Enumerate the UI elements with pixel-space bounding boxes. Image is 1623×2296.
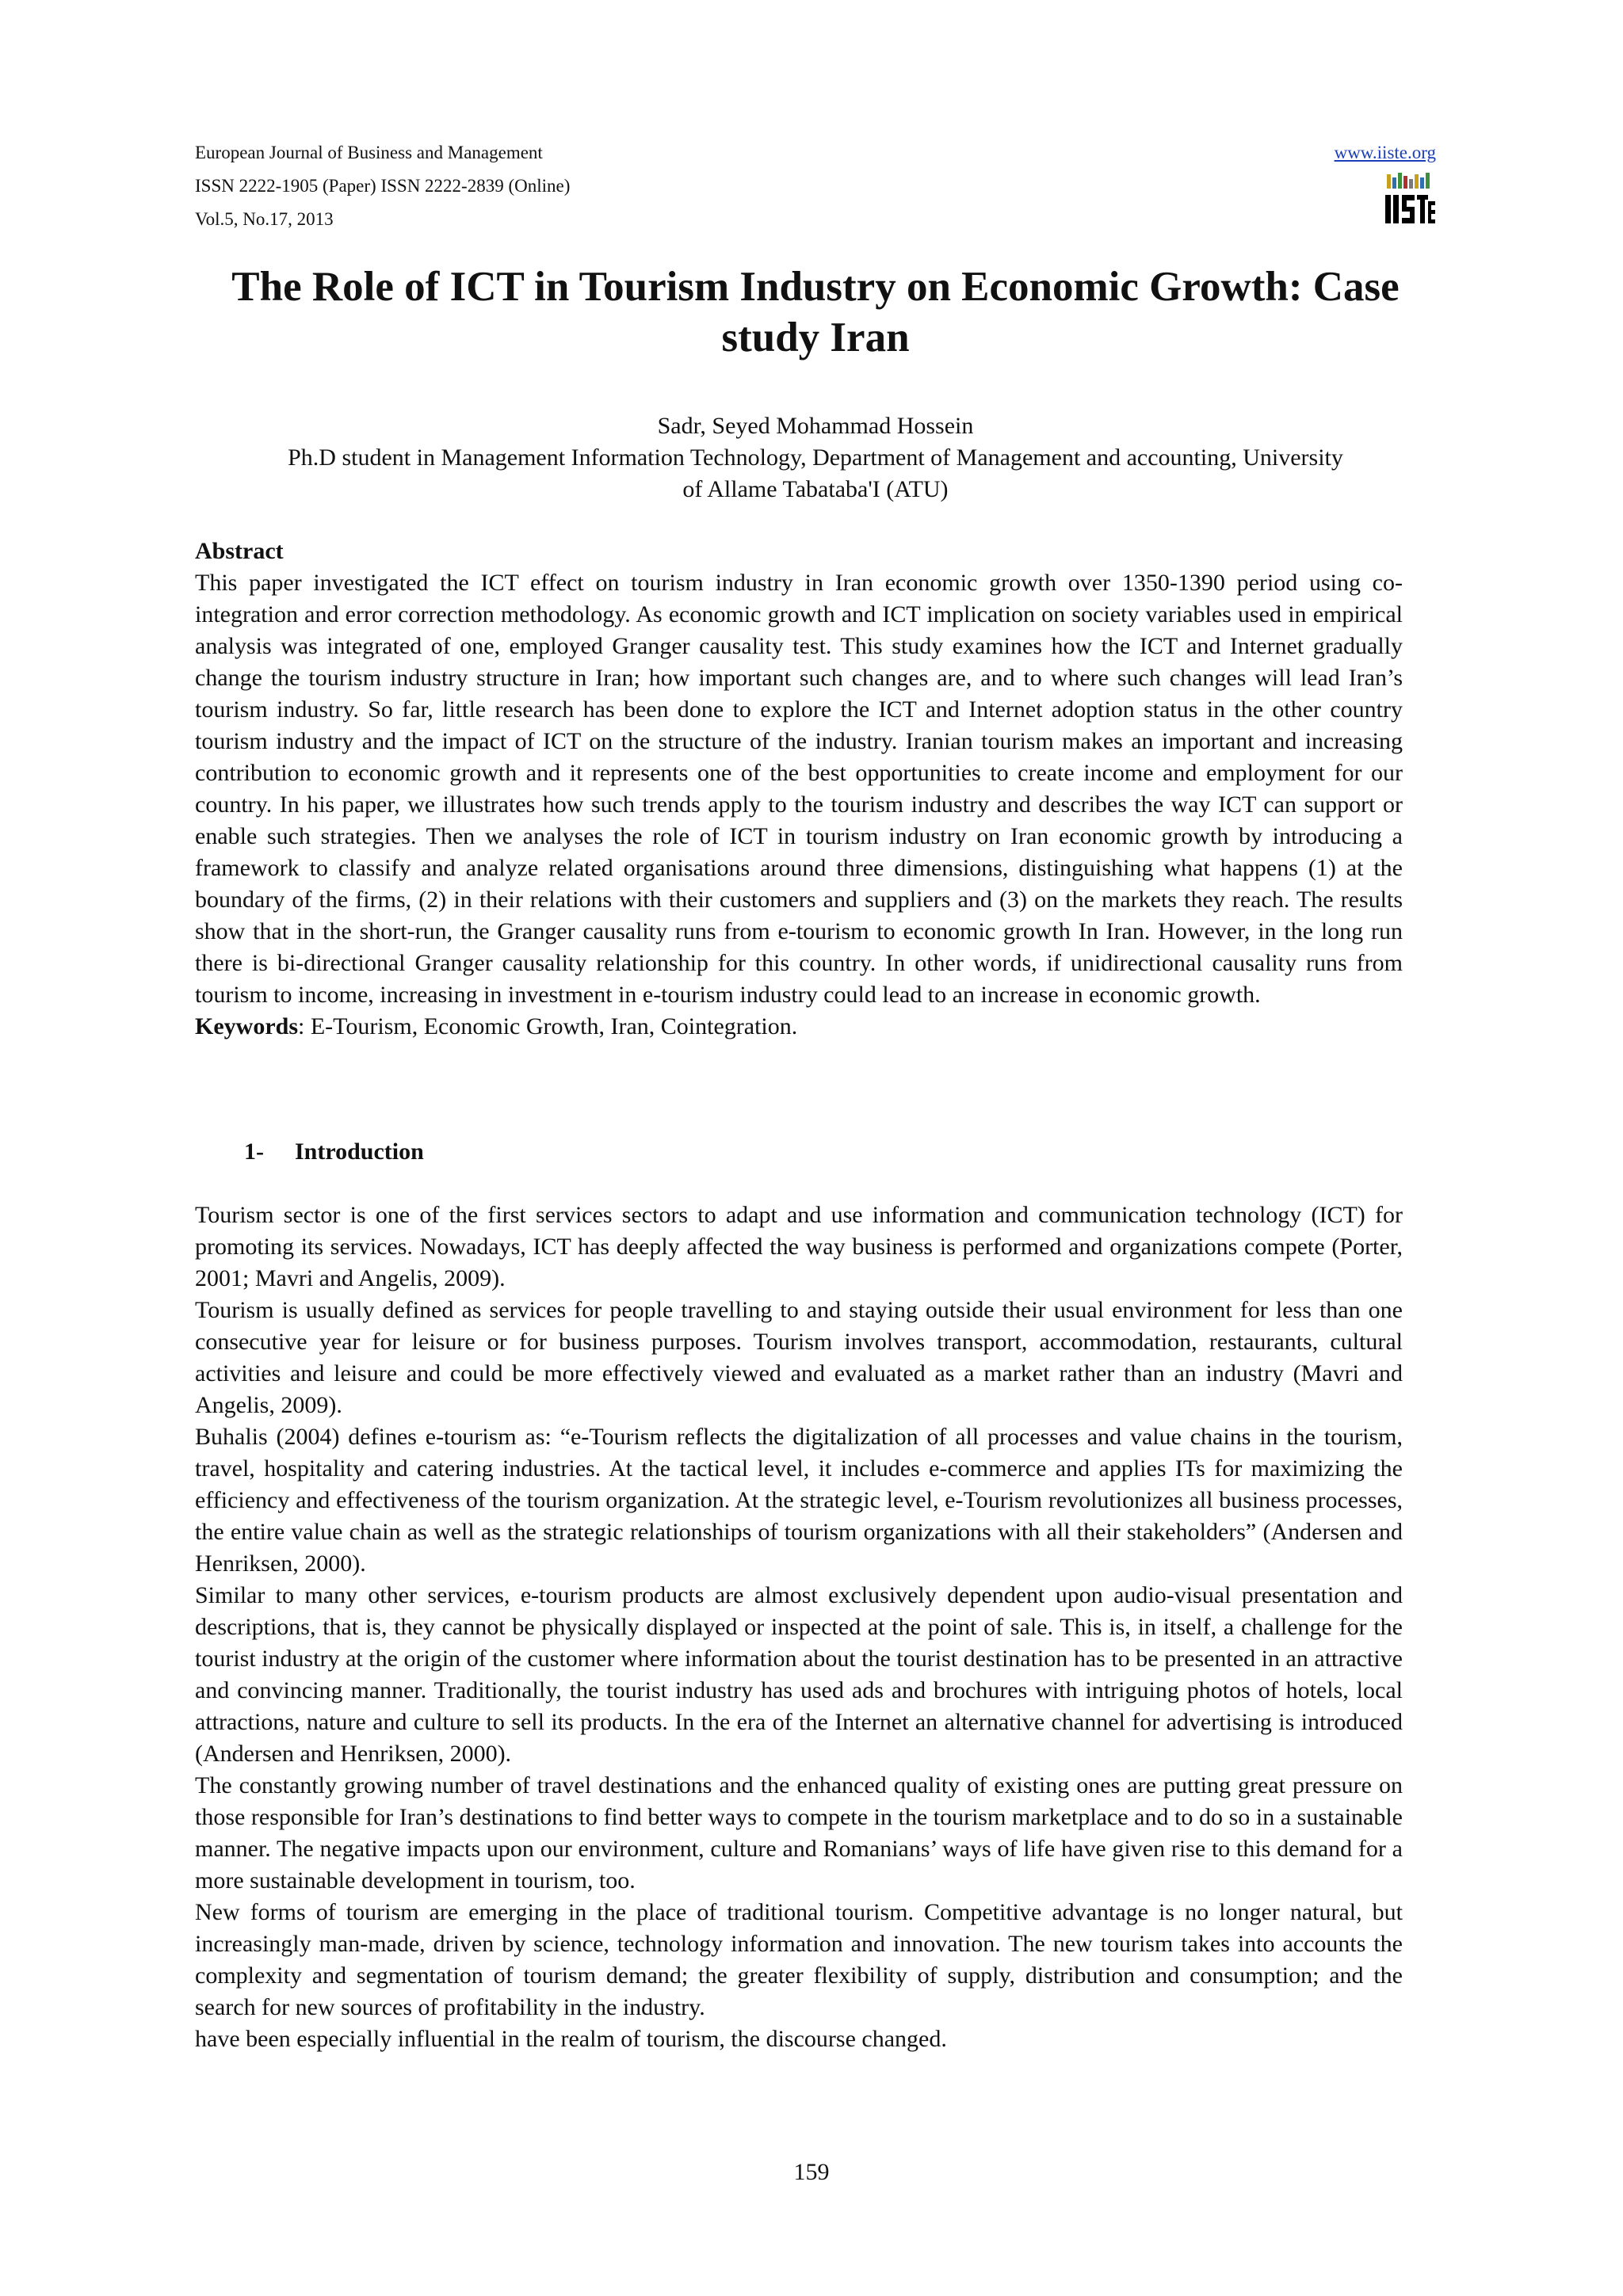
intro-paragraph: Buhalis (2004) defines e-tourism as: “e-Tourism reflects the digitalization of all processes and value chains in the tourism, travel, hospitality and catering industries. At the tactical level, it includes e-commerce and applies ITs for maximizing the efficiency and effectiveness of the tourism organization. At the strategic level, e-Tourism revolutionizes all business processes, the entire value chain as well as the strategic relationships of tourism organizations with all their stakeholders” (Andersen and Henriksen, 2000). [195,1424,1403,1577]
intro-paragraph: The constantly growing number of travel destinations and the enhanced quality of existing ones are putting great pressure on those responsible for Iran’s destinations to find better ways to compete in the tourism marketplace and to do so in a sustainable manner. The negative impacts upon our environment, culture and Romanians’ ways of life have given rise to this demand for a more sustainable development in tourism, too. [195,1772,1403,1894]
intro-paragraph: have been especially influential in the realm of tourism, the discourse changed. [195,2026,947,2052]
journal-issn: ISSN 2222-1905 (Paper) ISSN 2222-2839 (Online) [195,176,571,196]
abstract-text: This paper investigated the ICT effect on tourism industry in Iran economic growth over 1350-1390 period using co-integration and error correction methodology. As economic growth and ICT implication on society variables used in empirical analysis was integrated of one, employed Granger causality test. This study examines how the ICT and Internet gradually change the tourism industry structure in Iran; how important such changes are, and to where such changes will lead Iran’s tourism industry. So far, little research has been done to explore the ICT and Internet adoption status in the other country tourism industry and the impact of ICT on the structure of the industry. Iranian tourism makes an important and increasing contribution to economic growth and it represents one of the best opportunities to create income and employment for our country. In his paper, we illustrates how such trends apply to the tourism industry and describes the way ICT can support or enable such strategies. Then we analyses the role of ICT in tourism industry on Iran economic growth by introducing a framework to classify and analyze related organisations around three dimensions, distinguishing what happens (1) at the boundary of the firms, (2) in their relations with their customers and suppliers and (3) on the markets they reach. The results show that in the short-run, the Granger causality runs from e-tourism to economic growth In Iran. However, in the long run there is bi-directional Granger causality relationship for this country. In other words, if unidirectional causality runs from tourism to income, increasing in investment in e-tourism industry could lead to an increase in economic growth. [195,570,1403,1008]
section-heading-introduction [244,1136,424,1168]
journal-volume: Vol.5, No.17, 2013 [195,209,334,229]
journal-header [195,136,1436,231]
author-affiliation-line2: of Allame Tabataba'I (ATU) [682,476,949,502]
author-name: Sadr, Seyed Mohammad Hossein [657,413,974,439]
keywords [195,1011,1403,1043]
author-affiliation-line1: Ph.D student in Management Information Technology, Department of Management and accounting, University [288,444,1343,471]
journal-name: European Journal of Business and Management [195,143,543,162]
paper-title: The Role of ICT in Tourism Industry on Economic Growth: Case study Iran [231,264,1400,360]
intro-paragraph: Tourism is usually defined as services for people travelling to and staying outside their usual environment for less than one consecutive year for leisure or for business purposes. Tourism involves transport, accommodation, restaurants, cultural activities and leisure and could be more effectively viewed and evaluated as a market rather than an industry (Mavri and Angelis, 2009). [195,1297,1403,1418]
page-number: 159 [793,2159,830,2185]
keywords-label: Keywords [195,1013,298,1039]
journal-info [195,136,570,236]
keywords-list: : E-Tourism, Economic Growth, Iran, Cointegration. [298,1013,798,1039]
intro-paragraph: Similar to many other services, e-tourism products are almost exclusively dependent upon audio-visual presentation and descriptions, that is, they cannot be physically displayed or inspected at the point of sale. This is, in itself, a challenge for the tourist industry at the origin of the customer where information about the tourist destination has to be presented in an attractive and convincing manner. Traditionally, the tourist industry has used ads and brochures with intriguing photos of hotels, local attractions, nature and culture to sell its products. In the era of the Internet an alternative channel for advertising is introduced (Andersen and Henriksen, 2000). [195,1582,1403,1767]
abstract-section [195,536,1403,1043]
iiste-logo [1384,171,1436,227]
intro-paragraph: Tourism sector is one of the first services sectors to adapt and use information and communication technology (ICT) for promoting its services. Nowadays, ICT has deeply affected the way business is performed and organizations compete (Porter, 2001; Mavri and Angelis, 2009). [195,1202,1403,1291]
intro-paragraph: New forms of tourism are emerging in the place of traditional tourism. Competitive advantage is no longer natural, but increasingly man-made, driven by science, technology information and innovation. The new tourism takes into accounts the complexity and segmentation of tourism demand; the greater flexibility of supply, distribution and consumption; and the search for new sources of profitability in the industry. [195,1899,1403,2020]
journal-url-link[interactable]: www.iiste.org [1334,143,1436,162]
introduction-body [195,1199,1403,2055]
section-number: 1- [244,1138,264,1165]
author-block [195,410,1436,505]
abstract-heading: Abstract [195,538,284,564]
section-title: Introduction [295,1138,424,1165]
